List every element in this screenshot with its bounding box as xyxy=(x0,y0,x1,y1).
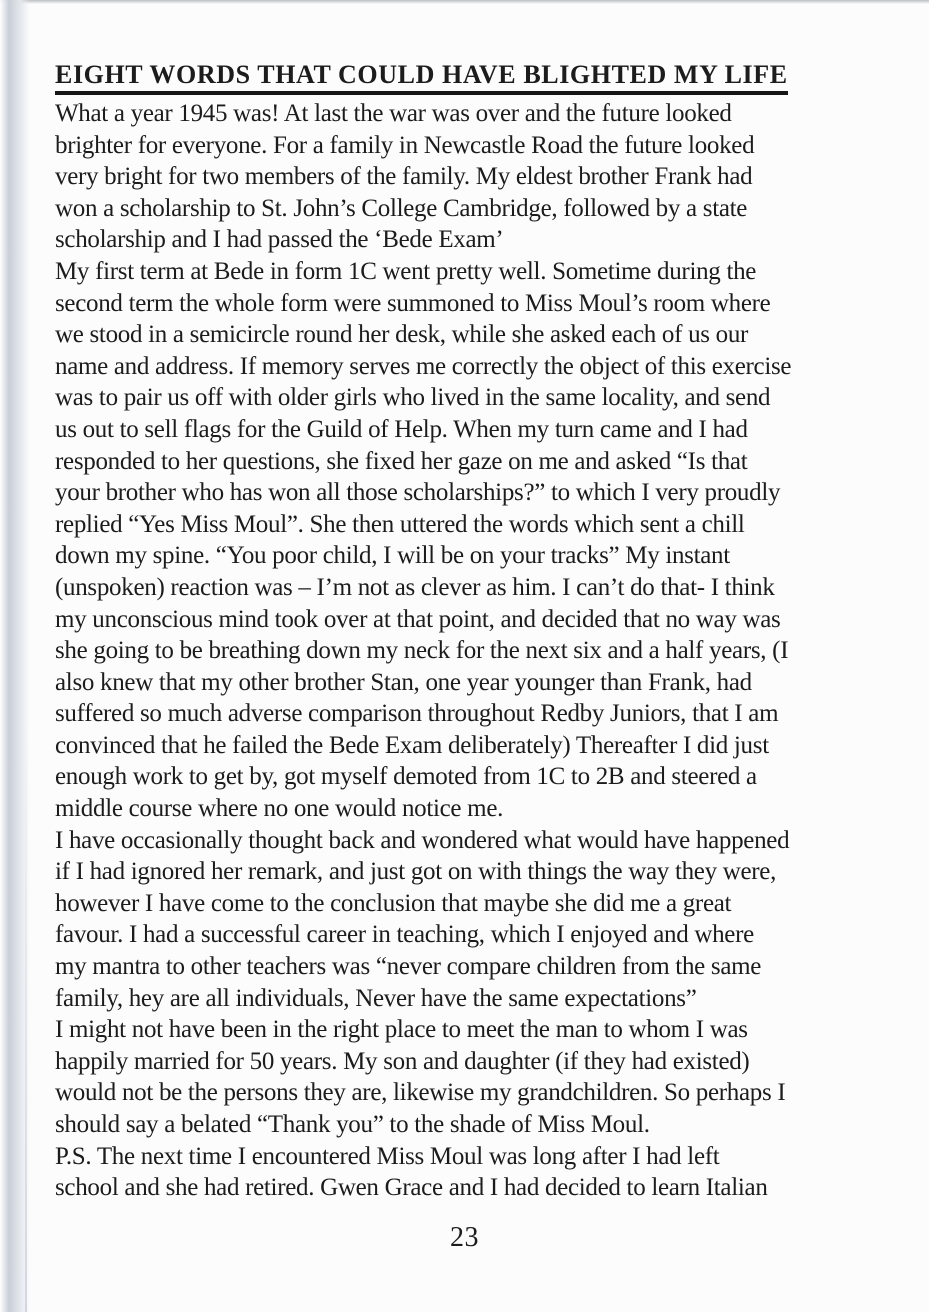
text-line: brighter for everyone. For a family in Newcastle Road the future looked xyxy=(55,131,755,159)
text-line: us out to sell flags for the Guild of Help. When my turn came and I had xyxy=(55,415,748,443)
text-line: family, hey are all individuals, Never have the same expectations” xyxy=(55,984,697,1012)
text-line: should say a belated “Thank you” to the shade of Miss Moul. xyxy=(55,1111,650,1138)
text-line: we stood in a semicircle round her desk, while she asked each of us our xyxy=(55,321,749,349)
text-line: if I had ignored her remark, and just got on with things the way they were, xyxy=(55,858,777,886)
scan-left-edge-artifact xyxy=(0,0,30,1312)
text-line: P.S. The next time I encountered Miss Moul was long after I had left xyxy=(55,1142,720,1170)
text-line: middle course where no one would notice me. xyxy=(55,795,504,823)
text-line: What a year 1945 was! At last the war was over and the future looked xyxy=(55,100,732,127)
text-line: was to pair us off with older girls who lived in the same locality, and send xyxy=(55,384,771,412)
text-line: replied “Yes Miss Moul”. She then uttered the words which sent a chill xyxy=(55,510,745,538)
text-line: very bright for two members of the family. My eldest brother Frank had xyxy=(55,163,753,191)
text-line: would not be the persons they are, likewise my grandchildren. So perhaps I xyxy=(55,1079,786,1107)
text-line: suffered so much adverse comparison throughout Redby Juniors, that I am xyxy=(55,700,779,728)
text-line: responded to her questions, she fixed her gaze on me and asked “Is that xyxy=(55,447,748,475)
scan-top-edge-artifact xyxy=(0,0,929,4)
text-line: enough work to get by, got myself demoted from 1C to 2B and steered a xyxy=(55,763,757,791)
text-line: your brother who has won all those scholarships?” to which I very proudly xyxy=(55,479,781,507)
text-line: second term the whole form were summoned to Miss Moul’s room where xyxy=(55,289,771,317)
text-line: name and address. If memory serves me correctly the object of this exercise xyxy=(55,352,792,380)
text-line: My first term at Bede in form 1C went pretty well. Sometime during the xyxy=(55,257,757,285)
text-line: happily married for 50 years. My son and daughter (if they had existed) xyxy=(55,1047,750,1075)
text-line: scholarship and I had passed the ‘Bede Exam’ xyxy=(55,226,504,254)
text-line: favour. I had a successful career in teaching, which I enjoyed and where xyxy=(55,921,754,949)
text-line: down my spine. “You poor child, I will be on your tracks” My instant xyxy=(55,542,730,570)
text-line: I have occasionally thought back and wondered what would have happened xyxy=(55,826,790,854)
text-line: she going to be breathing down my neck for the next six and a half years, (I xyxy=(55,637,789,665)
page-number: 23 xyxy=(450,1222,479,1253)
page-content xyxy=(55,60,917,1204)
text-line: won a scholarship to St. John’s College Cambridge, followed by a state xyxy=(55,194,748,222)
text-line: my mantra to other teachers was “never compare children from the same xyxy=(55,953,762,981)
body-text xyxy=(55,98,917,1204)
text-line: school and she had retired. Gwen Grace and I had decided to learn Italian xyxy=(55,1174,768,1202)
text-line: however I have come to the conclusion that maybe she did me a great xyxy=(55,889,732,917)
text-line: convinced that he failed the Bede Exam deliberately) Thereafter I did just xyxy=(55,731,769,759)
page-title: EIGHT WORDS THAT COULD HAVE BLIGHTED MY LIFE xyxy=(55,60,788,95)
text-line: I might not have been in the right place to meet the man to whom I was xyxy=(55,1016,748,1044)
text-line: (unspoken) reaction was – I’m not as clever as him. I can’t do that- I think xyxy=(55,573,775,601)
text-line: my unconscious mind took over at that point, and decided that no way was xyxy=(55,605,781,633)
text-line: also knew that my other brother Stan, one year younger than Frank, had xyxy=(55,668,752,696)
